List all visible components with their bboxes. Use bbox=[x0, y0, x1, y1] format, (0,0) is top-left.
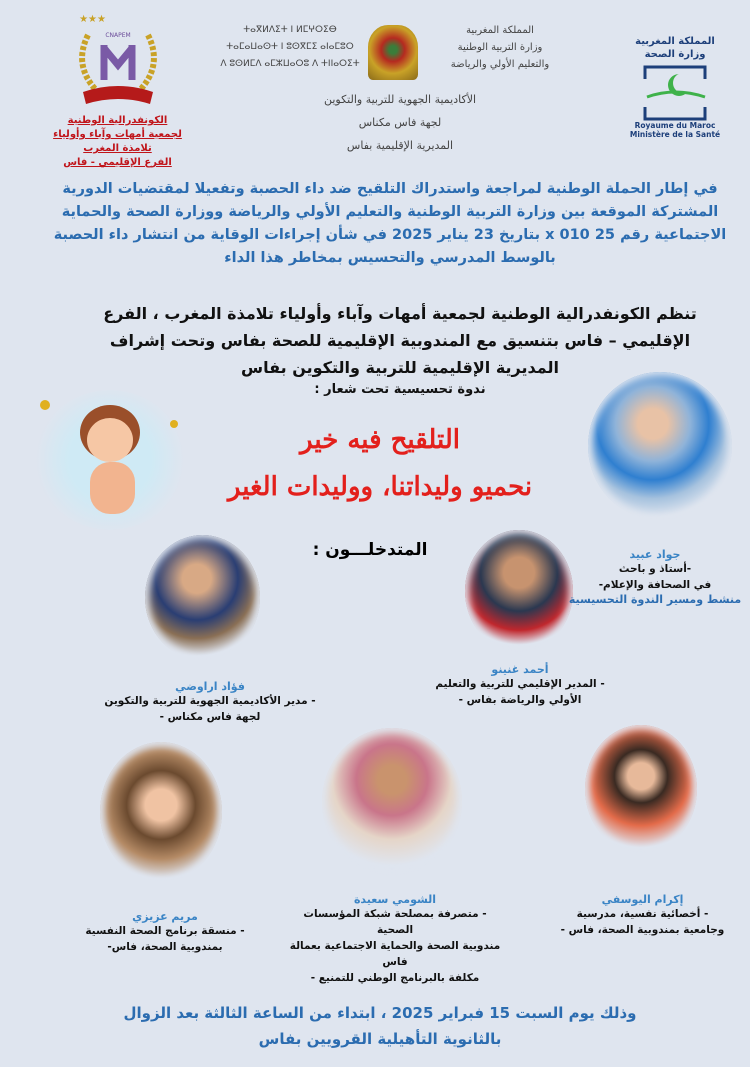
slogan-line-1: التلقيح فيه خير bbox=[300, 425, 460, 455]
organizer-line: تنظم الكونفدرالية الوطنية لجمعية أمهات وآباء وأولياء تلامذة المغرب ، الفرع bbox=[103, 304, 697, 323]
health-ministry-line: المملكة المغربية bbox=[635, 36, 715, 47]
organizer-line: الإقليمي – فاس بتنسيق مع المندوبية الإقليمية للصحة بفاس وتحت إشراف bbox=[109, 331, 691, 350]
academy-line: لجهة فاس مكناس bbox=[358, 116, 442, 129]
speaker-caption-fouad-arawdi bbox=[95, 680, 325, 725]
speaker-role: بمندوبية الصحة، فاس- bbox=[107, 941, 223, 953]
speaker-caption-jawad-abid bbox=[560, 548, 750, 606]
speaker-role: - أخصائية نفسية، مدرسية bbox=[576, 908, 709, 920]
association-name: الكونفدرالية الوطنية bbox=[67, 115, 168, 126]
sick-child-illustration bbox=[35, 390, 185, 530]
speaker-role: مندوبية الصحة والحماية الاجتماعية بعمالة فاس bbox=[289, 940, 501, 968]
svg-text:★★★: ★★★ bbox=[78, 14, 106, 25]
event-date: وذلك يوم السبت 15 فبراير 2025 ، ابتداء من الساعة الثالثة بعد الزوال bbox=[123, 1004, 637, 1022]
tifinagh-line: ⴷ ⵓⵙⵍⵎⴷ ⴰⵎⵣⵡⴰⵔⵓ ⴷ ⵜⵏⵏⴰⵔⵉⵜ bbox=[220, 59, 360, 69]
speaker-caption-meryem-azizi bbox=[80, 910, 250, 955]
speaker-role: مكلفة بالبرنامج الوطني للتمنيع - bbox=[310, 972, 480, 984]
speaker-photo-meryem-azizi bbox=[100, 742, 222, 882]
speaker-role: -أستاذ و باحث bbox=[618, 563, 692, 575]
speakers-title: المتدخلـــون : bbox=[312, 540, 428, 560]
tifinagh-line: ⵜⴰⵎⴰⵡⴰⵙⵜ ⵏ ⵓⵙⴳⵎⵉ ⴰⵏⴰⵎⵓⵔ bbox=[226, 42, 354, 52]
speaker-role: الأولي والرياضة بفاس - bbox=[458, 694, 582, 706]
tifinagh-line: ⵜⴰⴳⵍⴷⵉⵜ ⵏ ⵍⵎⵖⵔⵉⴱ bbox=[243, 25, 337, 35]
organizer-line: المديرية الإقليمية للتربية والتكوين بفاس bbox=[241, 358, 559, 377]
speaker-photo-ikram-youssefi bbox=[585, 725, 697, 853]
education-ministry-name bbox=[425, 22, 575, 73]
laurel-emblem-icon bbox=[68, 10, 168, 110]
speaker-photo-ahmed-ghnino bbox=[465, 530, 573, 652]
speaker-role: في الصحافة والإعلام- bbox=[598, 579, 712, 591]
speaker-name: الشومي سعيدة bbox=[353, 893, 437, 906]
association-branch: الفرع الإقليمي - فاس bbox=[63, 157, 172, 168]
speaker-name: جواد عبيد bbox=[629, 548, 681, 561]
health-ministry-logo bbox=[625, 35, 725, 139]
tifinagh-ministry-name bbox=[215, 22, 365, 73]
speaker-name: مريم عزيزي bbox=[132, 910, 198, 923]
speaker-role: - مدير الأكاديمية الجهوية للتربية والتكوين bbox=[104, 695, 316, 707]
health-ministry-line: وزارة الصحة bbox=[644, 49, 706, 60]
intro-line: في إطار الحملة الوطنية لمراجعة واستدراك التلقيح ضد داء الحصبة وتفعيلا لمقتضيات الدورية bbox=[62, 181, 718, 197]
academy-line: الأكاديمية الجهوية للتربية والتكوين bbox=[323, 93, 477, 106]
intro-line: المشتركة الموقعة بين وزارة التربية الوطنية والتعليم الأولي والرياضة ووزارة الصحة والحماية bbox=[61, 204, 719, 220]
speaker-caption-ahmed-ghnino bbox=[430, 663, 610, 708]
speaker-role: - المدير الإقليمي للتربية والتعليم bbox=[435, 678, 605, 690]
speaker-photo-fouad-arawdi bbox=[145, 535, 260, 660]
speaker-caption-chaoumi-saida bbox=[285, 893, 505, 986]
svg-text:CNAPEM: CNAPEM bbox=[104, 32, 131, 39]
speaker-photo-chaoumi-saida bbox=[322, 728, 462, 876]
event-venue: بالثانوية التأهيلية القرويين بفاس bbox=[258, 1030, 502, 1048]
health-ministry-fr: Royaume du Maroc bbox=[634, 121, 716, 130]
speaker-role: - متصرفة بمصلحة شبكة المؤسسات الصحية bbox=[303, 908, 487, 936]
health-ministry-fr: Ministère de la Santé bbox=[629, 130, 721, 139]
seminar-label: ندوة تحسيسية تحت شعار : bbox=[314, 382, 486, 397]
speaker-role: وجامعية بمندوبية الصحة، فاس - bbox=[560, 924, 725, 936]
speaker-photo-jawad-abid bbox=[588, 372, 732, 520]
slogan-line-2: نحميو وليداتنا، ووليدات الغير bbox=[227, 472, 533, 502]
association-name-line2: لجمعية أمهات وآباء وأولياء تلامذة المغرب bbox=[53, 129, 182, 154]
ministry-line: المملكة المغربية bbox=[466, 25, 534, 36]
event-date-venue bbox=[100, 1000, 660, 1052]
intro-paragraph bbox=[40, 178, 740, 270]
moderator-label: منشط ومسير الندوة التحسيسية bbox=[568, 593, 742, 606]
speaker-caption-ikram-youssefi bbox=[550, 893, 735, 938]
speaker-name: إكرام اليوسفي bbox=[601, 893, 684, 906]
association-logo bbox=[50, 10, 185, 170]
speaker-name: أحمد غنينو bbox=[491, 663, 549, 676]
directorate-line: المديرية الإقليمية بفاس bbox=[346, 139, 454, 152]
ministry-line: والتعليم الأولي والرياضة bbox=[450, 59, 550, 70]
health-crescent-icon bbox=[643, 65, 707, 121]
intro-line: الاجتماعية رقم 25 x 010 بتاريخ 23 يناير 2025 في شأن إجراءات الوقاية من انتشار داء الحصبة bbox=[53, 227, 727, 243]
academy-name bbox=[250, 88, 550, 157]
ministry-line: وزارة التربية الوطنية bbox=[457, 42, 543, 53]
speaker-name: فؤاد اراوضي bbox=[175, 680, 245, 693]
speaker-role: - منسقة برنامج الصحة النفسية bbox=[85, 925, 245, 937]
intro-line: بالوسط المدرسي والتحسيس بمخاطر هذا الداء bbox=[224, 250, 556, 266]
royal-coat-of-arms-icon bbox=[368, 25, 418, 80]
speaker-role: لجهة فاس مكناس - bbox=[159, 711, 261, 723]
